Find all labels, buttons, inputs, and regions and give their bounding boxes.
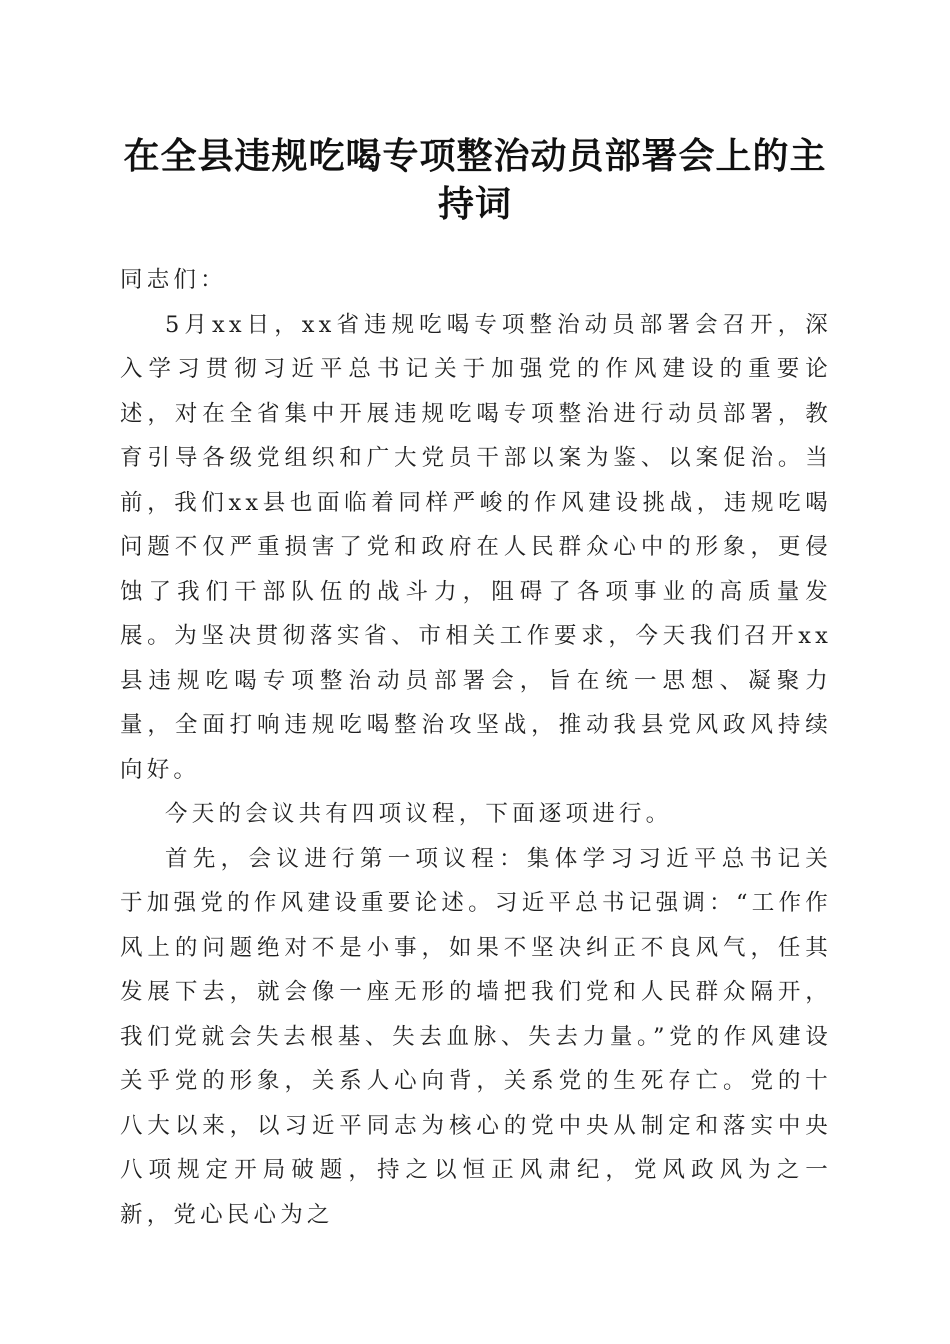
- document-body: [120, 258, 832, 1237]
- paragraph-opening: 5月xx日，xx省违规吃喝专项整治动员部署会召开，深入学习贯彻习近平总书记关于加强党的作风建设的重要论述，对在全省集中开展违规吃喝专项整治进行动员部署，教育引导各级党组织和广大党员干部以案为鉴、以案促治。当前，我们xx县也面临着同样严峻的作风建设挑战，违规吃喝问题不仅严重损害了党和政府在人民群众心中的形象，更侵蚀了我们干部队伍的战斗力，阻碍了各项事业的高质量发展。为坚决贯彻落实省、市相关工作要求，今天我们召开xx县违规吃喝专项整治动员部署会，旨在统一思想、凝聚力量，全面打响违规吃喝整治攻坚战，推动我县党风政风持续向好。: [120, 311, 832, 783]
- paragraph-first-item: 首先，会议进行第一项议程：集体学习习近平总书记关于加强党的作风建设重要论述。习近平总书记强调：“工作作风上的问题绝对不是小事，如果不坚决纠正不良风气，任其发展下去，就会像一座无形的墙把我们党和人民群众隔开，我们党就会失去根基、失去血脉、失去力量。”党的作风建设关乎党的形象，关系人心向背，关系党的生死存亡。党的十八大以来，以习近平同志为核心的党中央从制定和落实中央八项规定开局破题，持之以恒正风肃纪，党风政风为之一新，党心民心为之: [120, 845, 832, 1228]
- salutation: 同志们：: [120, 267, 227, 293]
- document-title: 在全县违规吃喝专项整治动员部署会上的主持词: [123, 135, 827, 225]
- paragraph-agenda-intro: 今天的会议共有四项议程，下面逐项进行。: [165, 801, 673, 827]
